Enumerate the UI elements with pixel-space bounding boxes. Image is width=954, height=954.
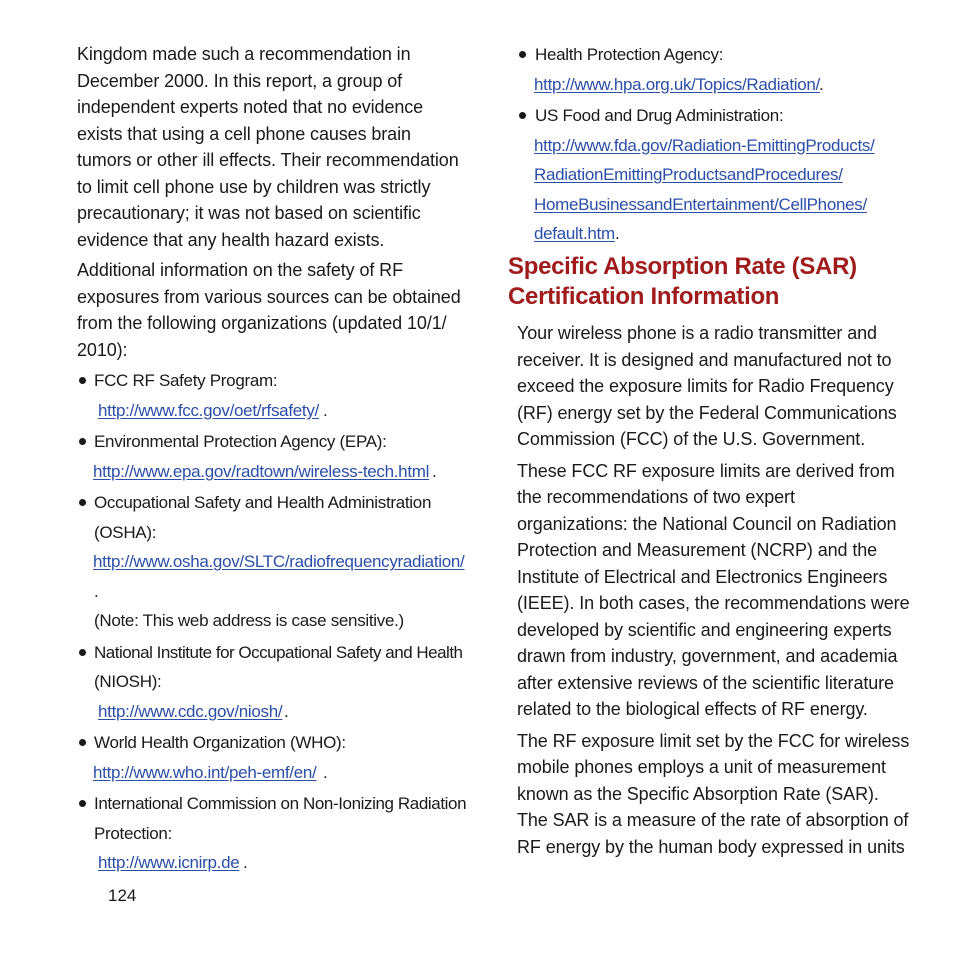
fcc-link[interactable]: http://www.fcc.gov/oet/rfsafety/ — [98, 400, 319, 420]
list-item-epa: Environmental Protection Agency (EPA): — [77, 427, 477, 457]
bullet-icon — [79, 438, 86, 445]
bullet-icon — [519, 51, 526, 58]
bullet-icon — [519, 112, 526, 119]
fda-link-line1[interactable]: http://www.fda.gov/Radiation-EmittingProducts/ — [534, 135, 875, 155]
who-link[interactable]: http://www.who.int/peh-emf/en/ — [93, 762, 317, 782]
section-heading: Specific Absorption Rate (SAR) Certification Information — [508, 253, 857, 310]
bullet-icon — [79, 499, 86, 506]
sar-paragraph-3: The RF exposure limit set by the FCC for wireless mobile phones employs a unit of measurement known as the Specific Absorption Rate (SAR). The SAR is a measure of the rate of absorption of RF energy by the human body expressed in units — [517, 730, 910, 857]
right-list: Health Protection Agency: http://www.hpa.org.uk/Topics/Radiation/ . US Food and Drug Administration: http://www.fda.gov/Radiation-EmittingProducts/ RadiationEmittingProductsandProcedures/ HomeBusinessandEntertainment/CellPhones/ default.htm . — [517, 40, 917, 249]
hpa-link[interactable]: http://www.hpa.org.uk/Topics/Radiation/ — [534, 74, 820, 94]
list-item-osha: Occupational Safety and Health Administration — [77, 488, 477, 518]
fda-link-line3[interactable]: HomeBusinessandEntertainment/CellPhones/ — [534, 194, 867, 214]
list-item-icnirp: International Commission on Non-Ionizing Radiation — [77, 789, 477, 819]
bullet-icon — [79, 739, 86, 746]
list-item-fda: US Food and Drug Administration: — [517, 101, 917, 131]
epa-link[interactable]: http://www.epa.gov/radtown/wireless-tech.html — [93, 461, 430, 481]
bullet-icon — [79, 377, 86, 384]
fda-link-line2[interactable]: RadiationEmittingProductsandProcedures/ — [534, 165, 843, 184]
left-column — [77, 41, 477, 367]
niosh-link[interactable]: http://www.cdc.gov/niosh/ — [98, 701, 283, 721]
bullet-icon — [79, 800, 86, 807]
list-item-who: World Health Organization (WHO): — [77, 728, 477, 758]
organization-list: FCC RF Safety Program: http://www.fcc.gov/oet/rfsafety/ . Environmental Protection Agency (EPA): http://www.epa.gov/radtown/wireless-tech.html . Occupational Safety and Health Administration (OSHA): http://www.osha.gov/SLTC/radiofrequencyradiation/ . (Note: This web address is case sensitive.) National Institute for Occupational Safety and Health (NIOSH): http://www.cdc.gov/niosh/ . World Health Organization (WHO): http://www.who.int/peh-emf/en/ . International Commission on Non-Ionizing Radiation Protection: http://www.icnirp.de . — [77, 366, 477, 878]
icnirp-link[interactable]: http://www.icnirp.de — [98, 853, 240, 872]
osha-note: (Note: This web address is case sensitive.) — [94, 611, 404, 630]
list-item-hpa: Health Protection Agency: — [517, 40, 917, 70]
bullet-icon — [79, 649, 86, 656]
osha-link[interactable]: http://www.osha.gov/SLTC/radiofrequencyradiation/ — [93, 552, 465, 571]
right-body — [517, 320, 927, 864]
organizations-paragraph: Additional information on the safety of RF exposures from various sources can be obtained from the following organizations (updated 10/1/ 2010): — [77, 260, 461, 360]
list-item-fcc: FCC RF Safety Program: — [77, 366, 477, 396]
page-number: 124 — [108, 886, 137, 905]
sar-paragraph-2: These FCC RF exposure limits are derived from the recommendations of two expert organizations: the National Council on Radiation Protection and Measurement (NCRP) and the Institute of Electrical and Electronics Engineers (IEEE). In both cases, the recommendations were developed by scientific and engineering experts drawn from industry, government, and academia after extensive reviews of the scientific literature related to the biological effects of RF energy. — [517, 460, 910, 719]
sar-paragraph-1: Your wireless phone is a radio transmitter and receiver. It is designed and manufactured not to exceed the exposure limits for Radio Frequency (RF) energy set by the Federal Communications Commission (FCC) of the U.S. Government. — [517, 323, 897, 449]
list-item-niosh: National Institute for Occupational Safety and Health — [77, 638, 477, 668]
sar-heading — [508, 252, 928, 312]
fda-link-line4[interactable]: default.htm — [534, 224, 615, 243]
intro-paragraph: Kingdom made such a recommendation in December 2000. In this report, a group of independent experts noted that no evidence exists that using a cell phone causes brain tumors or other ill effects. Their recommendation to limit cell phone use by children was strictly precautionary; it was not based on scientific evidence that any health hazard exists. — [77, 44, 459, 250]
